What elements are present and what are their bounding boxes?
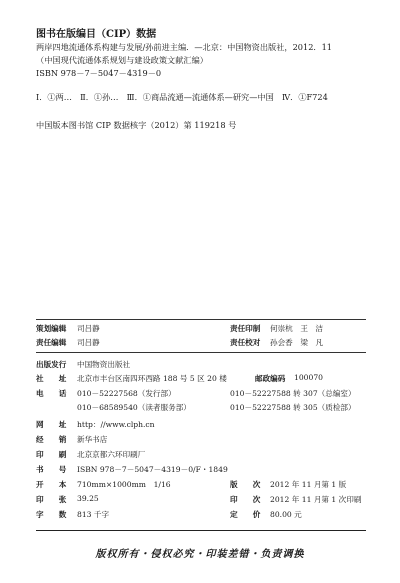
- publisher-value: 中国物资出版社: [77, 360, 131, 369]
- sheets-label: 印 张: [36, 495, 67, 504]
- word-count-value: 813 千字: [77, 510, 110, 519]
- distributor-value: 新华书店: [77, 435, 108, 444]
- format-label: 开 本: [36, 480, 67, 489]
- isbn-value: ISBN 978－7－5047－4319－0/F・1849: [77, 465, 228, 474]
- address-value: 北京市丰台区南四环西路 188 号 5 区 20 楼: [77, 374, 227, 383]
- cip-heading: 图书在版编目（CIP）数据: [36, 29, 157, 40]
- sheets-value: 39.25: [77, 494, 99, 503]
- price-value: 80.00 元: [270, 510, 302, 519]
- telephone-reader-service: 010－68589540（读者服务部）: [77, 403, 191, 412]
- telephone-editorial: 010－52227588 转 307（总编室）: [230, 389, 356, 398]
- cip-line-subjects: Ⅰ．①两… Ⅱ．①孙… Ⅲ．①商品流通—流通体系—研究—中国 Ⅳ．①F724: [36, 92, 328, 102]
- telephone-label: 电 话: [36, 389, 67, 398]
- print-manager-label: 责任印制: [230, 324, 261, 333]
- telephone-sales: 010－52227568（发行部）: [77, 389, 176, 398]
- word-count-label: 字 数: [36, 510, 67, 519]
- divider-middle: [36, 352, 366, 353]
- printer-value: 北京京都六环印刷厂: [77, 450, 146, 459]
- zip-label: 邮政编码: [255, 374, 286, 383]
- edition-label: 版 次: [230, 480, 261, 489]
- price-label: 定 价: [230, 510, 261, 519]
- planning-editor-label: 策划编辑: [36, 324, 67, 333]
- cip-line-record-number: 中国版本图书馆 CIP 数据核字（2012）第 119218 号: [36, 120, 237, 130]
- printer-label: 印 刷: [36, 450, 67, 459]
- proofreader-value: 孙会香 梁 凡: [270, 338, 324, 347]
- cip-line-series: （中国现代流通体系规划与建设政策文献汇编）: [36, 55, 208, 65]
- isbn-label: 书 号: [36, 465, 67, 474]
- responsible-editor-value: 司吕静: [77, 338, 100, 347]
- print-manager-value: 何崇杭 王 洁: [270, 324, 324, 333]
- publisher-label: 出版发行: [36, 360, 67, 369]
- cip-line-title: 两岸四地流通体系构建与发展/孙前进主编．—北京：中国物资出版社，2012．11: [36, 42, 333, 52]
- printing-label: 印 次: [230, 495, 261, 504]
- distributor-label: 经 销: [36, 435, 67, 444]
- divider-top: [36, 319, 366, 320]
- planning-editor-value: 司吕静: [77, 324, 100, 333]
- zip-value: 100070: [294, 373, 323, 382]
- website-value: http：//www.clph.cn: [77, 420, 155, 429]
- responsible-editor-label: 责任编辑: [36, 338, 67, 347]
- divider-bottom: [36, 530, 366, 531]
- proofreader-label: 责任校对: [230, 338, 261, 347]
- cip-line-isbn: ISBN 978－7－5047－4319－0: [36, 68, 162, 78]
- address-label: 社 址: [36, 374, 67, 383]
- edition-value: 2012 年 11 月第 1 版: [270, 480, 347, 489]
- telephone-quality: 010－52227588 转 305（质检部）: [230, 403, 356, 412]
- format-value: 710mm×1000mm 1/16: [77, 480, 171, 489]
- copyright-slogan: 版权所有・侵权必究・印装差错・负责调换: [95, 549, 305, 560]
- printing-value: 2012 年 11 月第 1 次印刷: [270, 495, 362, 504]
- website-label: 网 址: [36, 420, 67, 429]
